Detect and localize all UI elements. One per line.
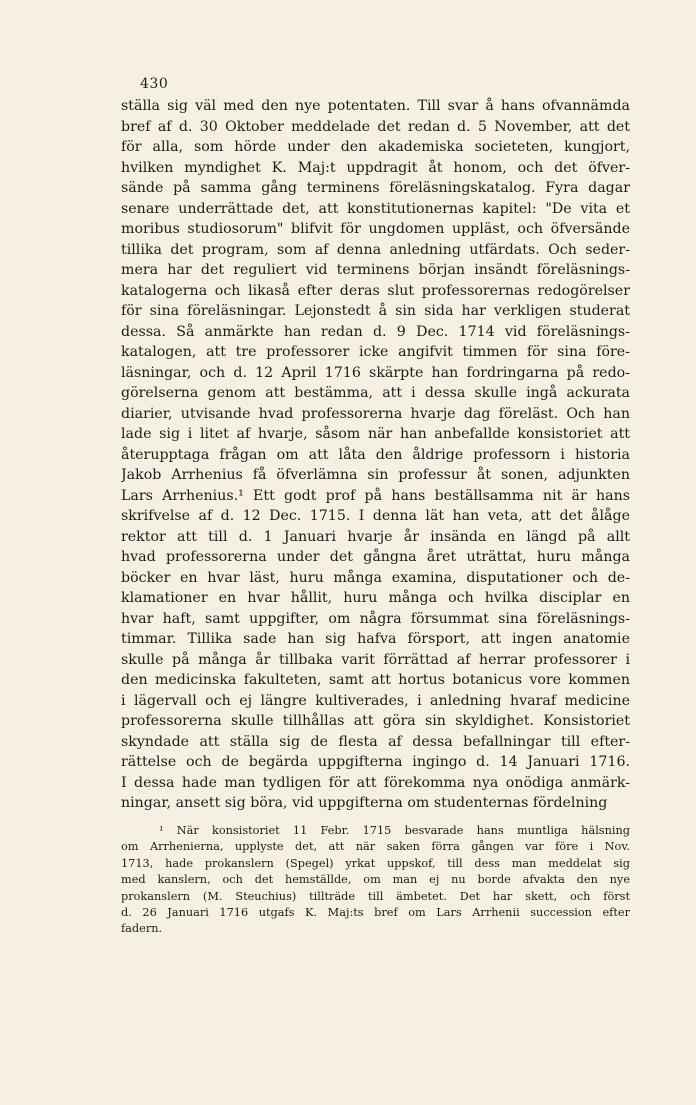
body-line: moribus studiosorum" blifvit för ungdomen uppläst, och öfversände [121, 221, 630, 237]
body-line: professorerna skulle tillhållas att göra sin skyldighet. Konsistoriet [121, 713, 630, 729]
body-line: Lars Arrhenius.¹ Ett godt prof på hans beställsamma nit är hans [121, 487, 630, 504]
body-line: i lägervall och ej längre kultiverades, i anledning hvaraf medicine [121, 692, 630, 709]
body-line: mera har det reguliert vid terminens början insändt föreläsnings- [121, 262, 630, 278]
body-line: görelserna genom att bestämma, att i dessa skulle ingå ackurata [121, 385, 630, 401]
body-line: hvar haft, samt uppgifter, om några försummat sina föreläsnings- [121, 610, 630, 627]
body-line: katalogen, att tre professorer icke angifvit timmen för sina före- [121, 344, 630, 360]
body-line: katalogerna och likaså efter deras slut professorernas redogörelser [121, 282, 630, 299]
body-line: Jakob Arrhenius få öfverlämna sin professur åt sonen, adjunkten [121, 467, 630, 483]
body-line: klamationer en hvar hållit, huru många och hvilka disciplar en [121, 590, 630, 606]
footnote-line: 1713, hade prokanslern (Spegel) yrkat uppskof, till dess man meddelat sig [121, 856, 630, 870]
body-line: skulle på många år tillbaka varit förrättad af herrar professorer i [121, 651, 630, 668]
body-line: skrifvelse af d. 12 Dec. 1715. I denna lät han veta, att det ålåge [121, 508, 630, 524]
footnote-line: prokanslern (M. Steuchius) tillträde till ämbetet. Det har skett, och först [121, 889, 630, 903]
footnote-line: ¹ När konsistoriet 11 Febr. 1715 besvarade hans muntliga hälsning [159, 824, 630, 837]
body-line: skyndade att ställa sig de flesta af dessa befallningar till efter- [121, 733, 630, 750]
body-line: böcker en hvar läst, huru många examina, disputationer och de- [121, 569, 630, 586]
body-line: hvad professorerna under det gångna året uträttat, huru många [121, 549, 630, 565]
body-line: ställa sig väl med den nye potentaten. Till svar å hans ofvannämda [121, 98, 630, 114]
body-line: dessa. Så anmärkte han redan d. 9 Dec. 1714 vid föreläsnings- [121, 323, 630, 340]
body-line: tillika det program, som af denna anledning utfärdats. Och seder- [121, 241, 630, 258]
body-line: rektor att till d. 1 Januari hvarje år insända en längd på allt [121, 528, 630, 545]
body-line: senare underrättade det, att konstitutionernas kapitel: "De vita et [121, 200, 630, 217]
footnote-line: med kanslern, och det hemställde, om man ej nu borde afvakta den nye [121, 873, 630, 887]
body-line: för sina föreläsningar. Lejonstedt å sin sida har verkligen studerat [121, 303, 630, 319]
body-line: rättelse och de begärda uppgifterna ingingo d. 14 Januari 1716. [121, 754, 630, 770]
body-line: hvilken myndighet K. Maj:t uppdragit åt honom, och det öfver- [121, 159, 630, 176]
body-line: I dessa hade man tydligen för att förekomma nya onödiga anmärk- [121, 774, 630, 791]
body-line: den medicinska fakulteten, samt att hortus botanicus vore kommen [121, 672, 630, 688]
footnote [121, 823, 630, 938]
body-line: sände på samma gång terminens föreläsningskatalog. Fyra dagar [121, 180, 630, 196]
body-line: lade sig i litet af hvarje, såsom när han anbefallde konsistoriet att [121, 426, 630, 442]
body-line: för alla, som hörde under den akademiska societeten, kungjort, [121, 139, 630, 155]
footnote-line: d. 26 Januari 1716 utgafs K. Maj:ts bref om Lars Arrhenii succession efter [121, 905, 630, 919]
body-line: läsningar, och d. 12 April 1716 skärpte han fordringarna på redo- [121, 364, 630, 381]
body-line: bref af d. 30 Oktober meddelade det redan d. 5 November, att det [121, 118, 630, 135]
body-line: ningar, ansett sig böra, vid uppgifterna om studenternas fördelning [121, 795, 608, 811]
footnote-line: fadern. [121, 922, 163, 936]
body-line: diarier, utvisande hvad professorerna hvarje dag föreläst. Och han [121, 405, 630, 422]
body-line: timmar. Tillika sade han sig hafva försport, att ingen anatomie [121, 631, 630, 647]
body-text [121, 96, 630, 814]
body-line: återupptaga frågan om att låta den åldrige professorn i historia [121, 446, 630, 463]
page-number: 430 [140, 76, 169, 92]
footnote-line: om Arrhenierna, upplyste det, att när saken förra gången var före i Nov. [121, 840, 630, 854]
